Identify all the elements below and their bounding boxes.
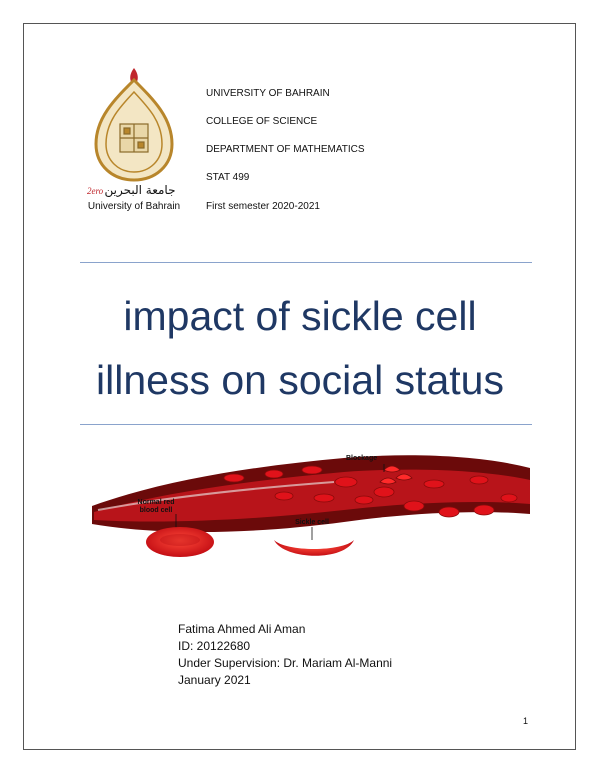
university-logo (84, 66, 184, 216)
header-department: DEPARTMENT OF MATHEMATICS (206, 144, 365, 155)
author-date: January 2021 (178, 673, 251, 687)
logo-arabic-name: جامعة البحرين (104, 183, 176, 197)
header-college: COLLEGE OF SCIENCE (206, 116, 318, 127)
label-blockage: Blockage (346, 455, 378, 462)
label-normal-line1: Normal red (137, 499, 175, 506)
header-course: STAT 499 (206, 172, 250, 183)
title-line-1: impact of sickle cell (123, 293, 477, 339)
logo-english-name: University of Bahrain (87, 201, 181, 212)
bottom-rule (80, 424, 532, 425)
title-line-2: illness on social status (96, 357, 504, 403)
author-supervision: Under Supervision: Dr. Mariam Al-Manni (178, 656, 393, 670)
page-number: 1 (523, 716, 529, 726)
header-semester: First semester 2020-2021 (206, 201, 320, 212)
sickle-cell-illustration (84, 440, 534, 580)
header-university: UNIVERSITY OF BAHRAIN (206, 88, 330, 99)
label-sickle: Sickle cell (295, 519, 329, 526)
sickle-cell (274, 540, 354, 556)
top-rule (80, 262, 532, 263)
author-id: ID: 20122680 (178, 639, 251, 653)
label-normal-line2: blood cell (139, 507, 173, 514)
logo-edition-mark: 2ero (87, 186, 104, 196)
author-name: Fatima Ahmed Ali Aman (178, 622, 306, 636)
